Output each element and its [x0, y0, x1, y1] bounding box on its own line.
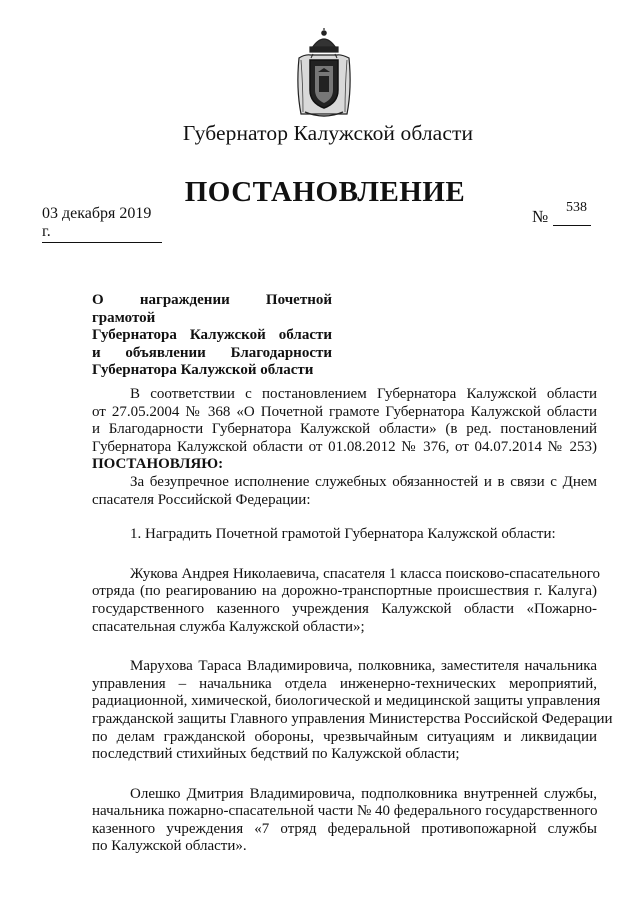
awardee-line: Марухова Тараса Владимировича, полковника, заместителя начальника [130, 658, 597, 675]
document-number: 538 [566, 200, 587, 215]
awardee-line: казенного учреждения «7 отряд федеральной противопожарной службы [92, 820, 597, 837]
subject-line: Губернатора Калужской области [92, 327, 332, 343]
subject-line: и объявлении Благодарности [92, 344, 332, 361]
awardee-line: спасательная служба Калужской области»; [92, 618, 365, 635]
awardee-line: радиационной, химической, биологической и медицинской защиты управления [92, 693, 601, 710]
awardee-line: Жукова Андрея Николаевича, спасателя 1 класса поисково-спасательного [130, 565, 601, 582]
preamble-line: от 27.05.2004 № 368 «О Почетной грамоте Губернатора Калужской области [92, 403, 597, 420]
awardee-line: по Калужской области». [92, 838, 247, 855]
awardee-line: гражданской защиты Главного управления Министерства Российской Федерации [92, 710, 613, 727]
number-underline [553, 225, 591, 226]
awardee-paragraph [92, 786, 597, 856]
document-subject [92, 292, 332, 380]
document-body [92, 386, 613, 856]
awardee-line: Олешко Дмитрия Владимировича, подполковника внутренней службы, [130, 785, 597, 802]
awardee-line: управления – начальника отдела инженерно-технических мероприятий, [92, 675, 597, 692]
number-label: № [532, 207, 549, 226]
awardee-paragraph [92, 565, 601, 636]
preamble-line: и Благодарности Губернатора Калужской области» (в ред. постановлений [92, 421, 597, 438]
awardee-line: по делам гражданской обороны, чрезвычайным ситуациям и ликвидации [92, 728, 597, 745]
awardee-line: последствий стихийных бедствий по Калужской области; [92, 746, 460, 763]
preamble-line: Губернатора Калужской области от 01.08.2012 № 376, от 04.07.2014 № 253) [92, 438, 597, 455]
issuing-authority: Губернатор Калужской области [182, 121, 474, 145]
preamble-paragraph [92, 386, 597, 474]
reason-paragraph [92, 474, 597, 509]
reason-line: спасателя Российской Федерации: [92, 491, 311, 508]
decree-word: ПОСТАНОВЛЯЮ: [92, 456, 224, 473]
awardee-paragraph [92, 658, 613, 764]
awardee-line: государственного казенного учреждения Калужской области «Пожарно- [92, 600, 597, 617]
coat-of-arms-icon [293, 28, 355, 120]
awardee-line: отряда (по реагированию на дорожно-транспортные происшествия г. Калуга) [92, 583, 597, 600]
document-type-title: ПОСТАНОВЛЕНИЕ [184, 176, 466, 208]
reason-line: За безупречное исполнение служебных обязанностей и в связи с Днем [130, 473, 597, 490]
subject-line: Губернатора Калужской области [92, 362, 314, 378]
item-1-heading: 1. Наградить Почетной грамотой Губернатора Калужской области: [130, 526, 556, 543]
preamble-line: В соответствии с постановлением Губернатора Калужской области [130, 386, 597, 402]
subject-line: О награждении Почетной грамотой [92, 292, 332, 326]
document-date: 03 декабря 2019 г. [42, 205, 162, 243]
awardee-line: начальника пожарно-спасательной части № 40 федерального государственного [92, 803, 598, 820]
